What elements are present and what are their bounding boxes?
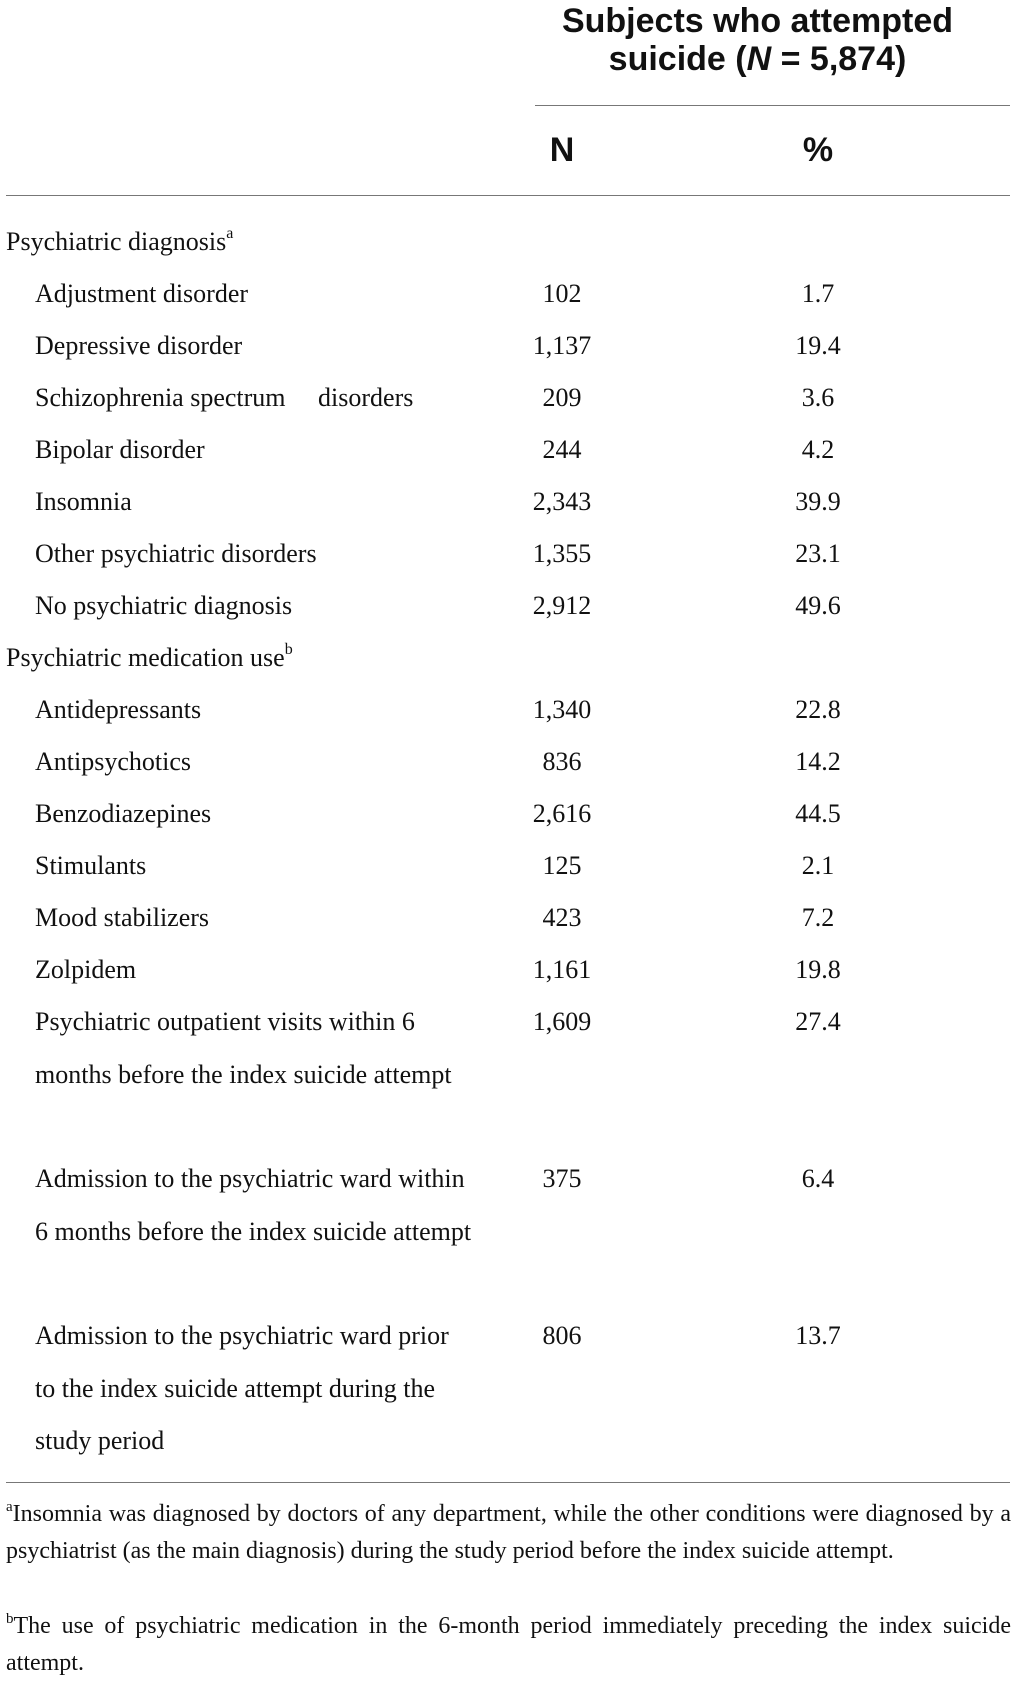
header-bottom-rule: [6, 195, 1010, 196]
row-label: Admission to the psychiatric ward prior to the index suicide attempt during the study period: [35, 1321, 449, 1455]
table-row: [0, 424, 1017, 476]
row-label: Benzodiazepines: [35, 799, 212, 828]
table-row: [0, 476, 1017, 528]
footnote-text: Insomnia was diagnosed by doctors of any department, while the other conditions were diagnosed by a psychiatrist (as the main diagnosis) during the study period before the index suicide attempt.: [6, 1501, 1011, 1564]
row-label: Stimulants: [35, 851, 147, 880]
footnote-marker: a: [6, 1499, 13, 1515]
table-row: [0, 580, 1017, 632]
footnote-b: [6, 1608, 1011, 1682]
row-label: Admission to the psychiatric ward within 6 months before the index suicide attempt: [35, 1164, 472, 1246]
row-percent: 39.9: [795, 487, 841, 516]
table-row: [0, 944, 1017, 996]
row-label: Antipsychotics: [35, 747, 191, 776]
section-header-psychiatric-diagnosis: [0, 216, 1017, 268]
row-percent: 7.2: [801, 903, 835, 932]
row-n: 244: [542, 435, 582, 464]
row-label: Zolpidem: [35, 955, 137, 984]
row-percent: 14.2: [795, 747, 841, 776]
table-row: [0, 736, 1017, 788]
row-n: 375: [542, 1164, 582, 1193]
row-label: Adjustment disorder: [35, 279, 249, 308]
row-percent: 2.1: [801, 851, 835, 880]
section-label: Psychiatric medication use: [6, 643, 285, 672]
table-row: [0, 788, 1017, 840]
row-n: 125: [542, 851, 582, 880]
table-row: [0, 684, 1017, 736]
row-label: Bipolar disorder: [35, 435, 205, 464]
column-group-title: [535, 2, 980, 78]
row-n: 1,340: [532, 695, 592, 724]
row-percent: 22.8: [795, 695, 841, 724]
footnote-marker: a: [226, 225, 234, 242]
row-percent: 27.4: [795, 1007, 841, 1036]
column-header-percent: %: [802, 131, 834, 169]
section-header-psychiatric-medication-use: [0, 632, 1017, 684]
row-percent: 49.6: [795, 591, 841, 620]
row-n: 1,355: [532, 539, 592, 568]
footnote-a: [6, 1496, 1011, 1570]
table-row: [0, 840, 1017, 892]
footnote-marker: b: [6, 1611, 14, 1627]
table-row: [0, 372, 1017, 424]
row-percent: 3.6: [801, 383, 835, 412]
row-n: 836: [542, 747, 582, 776]
row-n: 2,343: [532, 487, 592, 516]
row-percent: 1.7: [801, 279, 835, 308]
row-n: 1,137: [532, 331, 592, 360]
row-label: Psychiatric outpatient visits within 6 months before the index suicide attempt: [35, 1007, 452, 1089]
table-row: [0, 320, 1017, 372]
group-title-rule: [535, 105, 1010, 106]
row-percent: 23.1: [795, 539, 841, 568]
footnote-marker: b: [284, 641, 293, 658]
row-n: 102: [542, 279, 582, 308]
group-title-line1: Subjects who attempted: [561, 2, 954, 40]
row-n: 1,609: [532, 1007, 592, 1036]
group-title-line2: suicide (N = 5,874): [608, 40, 907, 78]
section-label: Psychiatric diagnosis: [6, 227, 227, 256]
row-label: No psychiatric diagnosis: [35, 591, 293, 620]
column-header-n: N: [549, 131, 575, 169]
row-n: 209: [542, 383, 582, 412]
row-percent: 19.4: [795, 331, 841, 360]
row-label: Insomnia: [35, 487, 132, 516]
row-label: Depressive disorder: [35, 331, 243, 360]
footnote-text: The use of psychiatric medication in the 6-month period immediately preceding the index suicide attempt.: [6, 1613, 1011, 1676]
row-n: 423: [542, 903, 582, 932]
table-row: [0, 528, 1017, 580]
row-percent: 44.5: [795, 799, 841, 828]
row-percent: 4.2: [801, 435, 835, 464]
row-label: Other psychiatric disorders: [35, 539, 317, 568]
row-label: Antidepressants: [35, 695, 202, 724]
table-bottom-rule: [6, 1482, 1010, 1483]
row-n: 2,912: [532, 591, 592, 620]
row-n: 806: [542, 1321, 582, 1350]
row-label: Mood stabilizers: [35, 903, 210, 932]
row-percent: 13.7: [795, 1321, 841, 1350]
row-n: 2,616: [532, 799, 592, 828]
row-percent: 19.8: [795, 955, 841, 984]
row-label: Schizophrenia spectrum disorders: [35, 383, 414, 412]
row-n: 1,161: [532, 955, 592, 984]
table-row: [0, 892, 1017, 944]
row-percent: 6.4: [801, 1164, 835, 1193]
table-row: [0, 268, 1017, 320]
